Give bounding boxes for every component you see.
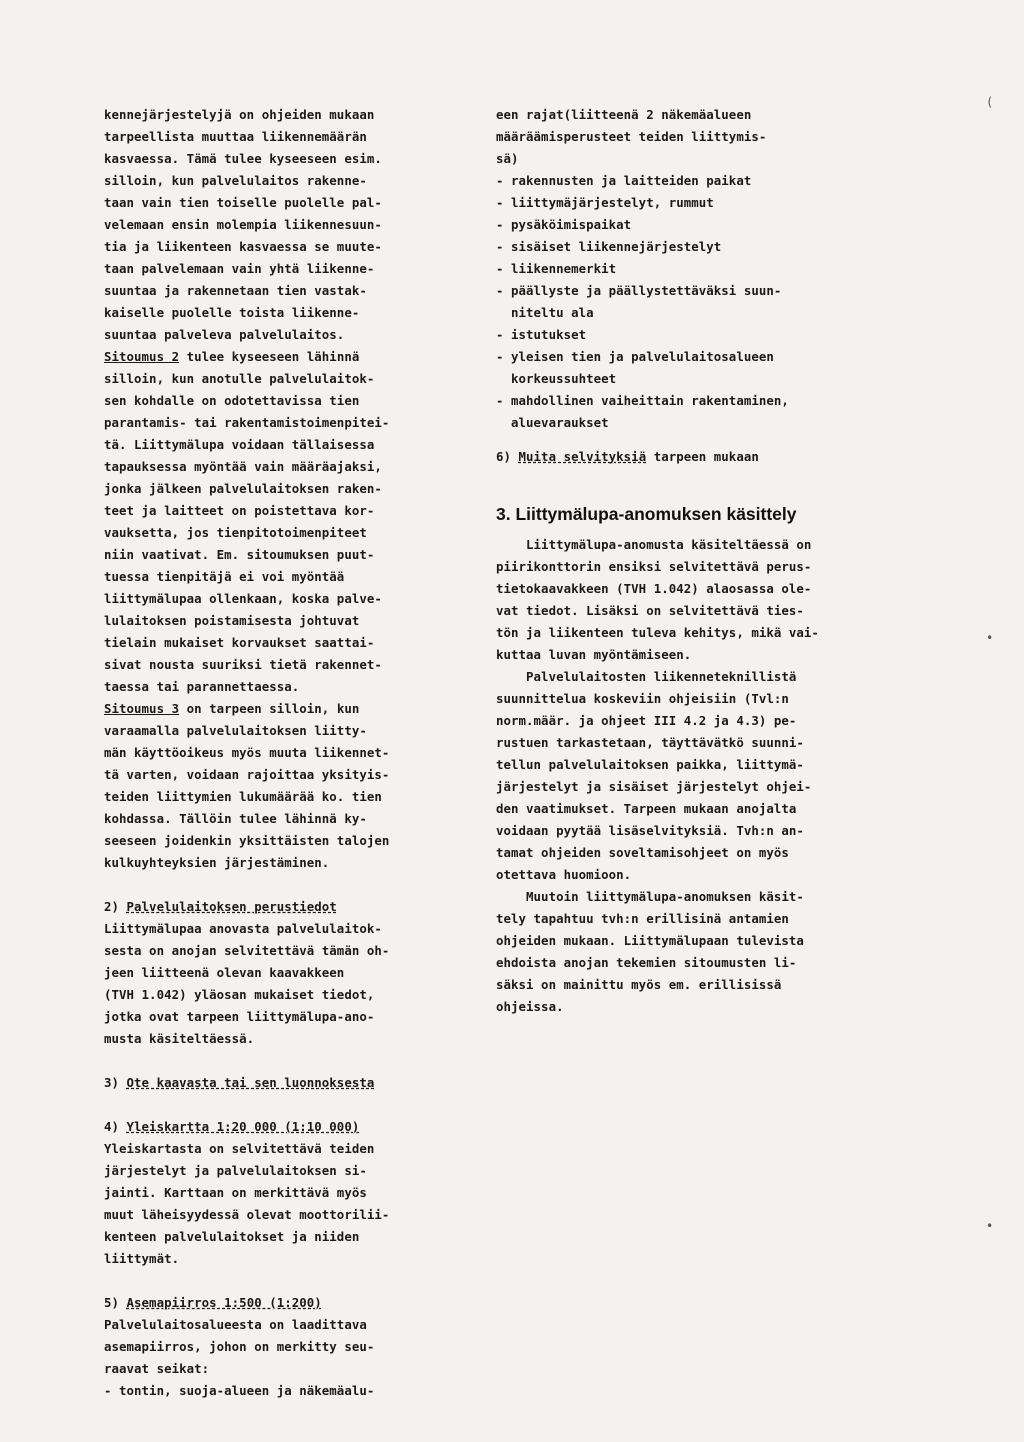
section-title: Asemapiirros 1:500 (1:200) [126,1295,322,1310]
text-line: kennejärjestelyjä on ohjeiden mukaan [104,107,375,122]
text-line [104,346,464,368]
text-line: piirikonttorin ensiksi selvitettävä perus- [496,559,812,574]
spacer [104,1050,464,1072]
text-line: ohjeissa. [496,999,564,1014]
list-item: - sisäiset liikennejärjestelyt [496,239,722,254]
text-line: Muutoin liittymälupa-anomuksen käsit- [496,889,804,904]
text-line: liittymälupaa ollenkaan, koska palve- [104,591,382,606]
section-6-other-reports [496,446,896,468]
site-plan-items-list [496,104,896,434]
text-line: tellun palvelulaitoksen paikka, liittymä- [496,757,804,772]
text-line: järjestelyt ja sisäiset järjestelyt ohjei- [496,779,812,794]
section-5-heading [104,1292,464,1314]
text-line: tielain mukaiset korvaukset saattai- [104,635,375,650]
paragraph-sitoumus-3 [104,698,464,874]
text-line: suuntaa ja rakennetaan tien vastak- [104,283,367,298]
list-item: korkeussuhteet [496,371,617,386]
left-column [104,104,464,1402]
text-line: tarpeellista muuttaa liikennemäärän [104,129,367,144]
list-item: - mahdollinen vaiheittain rakentaminen, [496,393,789,408]
text-line: rustuen tarkastetaan, täyttävätkö suunni- [496,735,804,750]
text-line: een rajat(liitteenä 2 näkemäalueen [496,107,752,122]
section-5-site-plan [104,1292,464,1402]
text-line: Yleiskartasta on selvitettävä teiden [104,1141,375,1156]
spacer [104,874,464,896]
sitoumus-3-label: Sitoumus 3 [104,701,180,716]
text-line: tietokaavakkeen (TVH 1.042) alaosassa ole- [496,581,812,596]
section-number: 2) [104,899,127,914]
text-line: ohjeiden mukaan. Liittymälupaan tulevista [496,933,804,948]
text-line: voidaan pyytää lisäselvityksiä. Tvh:n an- [496,823,804,838]
section-number: 5) [104,1295,127,1310]
text-line: (TVH 1.042) yläosan mukaiset tiedot, [104,987,375,1002]
text-line: musta käsiteltäessä. [104,1031,255,1046]
text-line: tuessa tienpitäjä ei voi myöntää [104,569,345,584]
text-line: kenteen palvelulaitokset ja niiden [104,1229,360,1244]
list-item: - rakennusten ja laitteiden paikat [496,173,752,188]
list-item: - liikennemerkit [496,261,617,276]
spacer [496,468,896,490]
text-line: sen kohdalle on odotettavissa tien [104,393,360,408]
text-line: otettava huomioon. [496,867,632,882]
text-line: tä. Liittymälupa voidaan tällaisessa [104,437,375,452]
text-line: Palvelulaitosalueesta on laadittava [104,1317,367,1332]
text-line: män käyttöoikeus myös muuta liikennet- [104,745,390,760]
text-line: liittymät. [104,1251,180,1266]
text-line: Liittymälupaa anovasta palvelulaitok- [104,921,382,936]
text-line: tapauksessa myöntää vain määräajaksi, [104,459,382,474]
text-line: den vaatimukset. Tarpeen mukaan anojalta [496,801,797,816]
text-line: niin vaativat. Em. sitoumuksen puut- [104,547,375,562]
chapter-heading: 3. Liittymälupa-anomuksen käsittely [496,504,797,524]
text-line: lulaitoksen poistamisesta johtuvat [104,613,360,628]
text-line: järjestelyt ja palvelulaitoksen si- [104,1163,367,1178]
text-line: sesta on anojan selvitettävä tämän oh- [104,943,390,958]
paragraph-sitoumus-2 [104,346,464,698]
text-line: taessa tai parannettaessa. [104,679,300,694]
text-line: määräämisperusteet teiden liittymis- [496,129,767,144]
text-line: parantamis- tai rakentamistoimenpitei- [104,415,390,430]
text-line: jonka jälkeen palvelulaitoksen raken- [104,481,382,496]
right-column [496,104,896,1018]
text-line: kasvaessa. Tämä tulee kyseeseen esim. [104,151,382,166]
text-line: tely tapahtuu tvh:n erillisinä antamien [496,911,789,926]
section-2-basic-info [104,896,464,1050]
text-line [104,698,464,720]
text-line: varaamalla palvelulaitoksen liitty- [104,723,367,738]
text-fragment: on tarpeen silloin, kun [179,701,360,716]
list-item: - päällyste ja päällystettäväksi suun- [496,283,782,298]
text-line: taan vain tien toiselle puolelle pal- [104,195,382,210]
text-line: tä varten, voidaan rajoittaa yksityis- [104,767,390,782]
list-item: aluevaraukset [496,415,609,430]
paragraph-processing [496,534,896,666]
paragraph-other-processing [496,886,896,1018]
text-line: Palvelulaitosten liikenneteknillistä [496,669,797,684]
section-number: 4) [104,1119,127,1134]
text-line: raavat seikat: [104,1361,210,1376]
text-line: sivat nousta suuriksi tietä rakennet- [104,657,382,672]
list-item: - istutukset [496,327,587,342]
list-item: - yleisen tien ja palvelulaitosalueen [496,349,774,364]
spacer [496,490,896,502]
text-line: suunnittelua koskeviin ohjeisiin (Tvl:n [496,691,789,706]
section-number: 6) [496,449,519,464]
text-line: silloin, kun palvelulaitos rakenne- [104,173,367,188]
scan-speck: ( [986,95,994,109]
section-title: Palvelulaitoksen perustiedot [126,899,337,914]
section-4-general-map [104,1116,464,1270]
section-4-heading [104,1116,464,1138]
text-line: tia ja liikenteen kasvaessa se muute- [104,239,382,254]
list-item: - pysäköimispaikat [496,217,632,232]
text-line: vauksetta, jos tienpitotoimenpiteet [104,525,367,540]
list-item: - liittymäjärjestelyt, rummut [496,195,714,210]
text-line: - tontin, suoja-alueen ja näkemäalu- [104,1383,375,1398]
sitoumus-2-label: Sitoumus 2 [104,349,180,364]
section-title: Yleiskartta 1:20 000 (1:10 000) [126,1119,360,1134]
text-line: kohdassa. Tällöin tulee lähinnä ky- [104,811,367,826]
text-line: taan palvelemaan vain yhtä liikenne- [104,261,375,276]
section-number: 3) [104,1075,127,1090]
text-line: jeen liitteenä olevan kaavakkeen [104,965,345,980]
text-line: tön ja liikenteen tuleva kehitys, mikä vai- [496,625,819,640]
text-fragment: tarpeen mukaan [646,449,759,464]
text-line: seeseen joidenkin yksittäisten talojen [104,833,390,848]
text-line: suuntaa palveleva palvelulaitos. [104,327,345,342]
section-6-heading [496,446,896,468]
list-item: niteltu ala [496,305,594,320]
text-line: norm.määr. ja ohjeet III 4.2 ja 4.3) pe- [496,713,797,728]
text-line: velemaan ensin molempia liikennesuun- [104,217,382,232]
spacer [496,434,896,446]
text-line: silloin, kun anotulle palvelulaitok- [104,371,375,386]
section-title: Ote kaavasta tai sen luonnoksesta [126,1075,375,1090]
section-3-plan-extract [104,1072,464,1094]
text-line: tamat ohjeiden soveltamisohjeet on myös [496,845,789,860]
text-line: asemapiirros, johon on merkitty seu- [104,1339,375,1354]
section-title: Muita selvityksiä [518,449,647,464]
scan-speck: • [986,631,994,645]
text-line: teiden liittymien lukumäärää ko. tien [104,789,382,804]
text-line: jotka ovat tarpeen liittymälupa-ano- [104,1009,375,1024]
scan-speck: • [986,1219,994,1233]
text-line: kuttaa luvan myöntämiseen. [496,647,692,662]
paragraph-technical-guidelines [496,666,896,886]
section-2-heading [104,896,464,918]
section-3-heading [104,1072,464,1094]
paragraph-traffic-arrangements [104,104,464,346]
text-fragment: tulee kyseeseen lähinnä [179,349,360,364]
text-line: kulkuyhteyksien järjestäminen. [104,855,330,870]
text-line: muut läheisyydessä olevat moottorilii- [104,1207,390,1222]
spacer [104,1270,464,1292]
text-line: vat tiedot. Lisäksi on selvitettävä ties- [496,603,804,618]
text-line: kaiselle puolelle toista liikenne- [104,305,360,320]
text-line: säksi on mainittu myös em. erillisissä [496,977,782,992]
text-line: teet ja laitteet on poistettava kor- [104,503,375,518]
text-line: ehdoista anojan tekemien sitoumusten li- [496,955,797,970]
text-line: Liittymälupa-anomusta käsiteltäessä on [496,537,812,552]
text-line: jainti. Karttaan on merkittävä myös [104,1185,367,1200]
text-line: sä) [496,151,519,166]
spacer [104,1094,464,1116]
